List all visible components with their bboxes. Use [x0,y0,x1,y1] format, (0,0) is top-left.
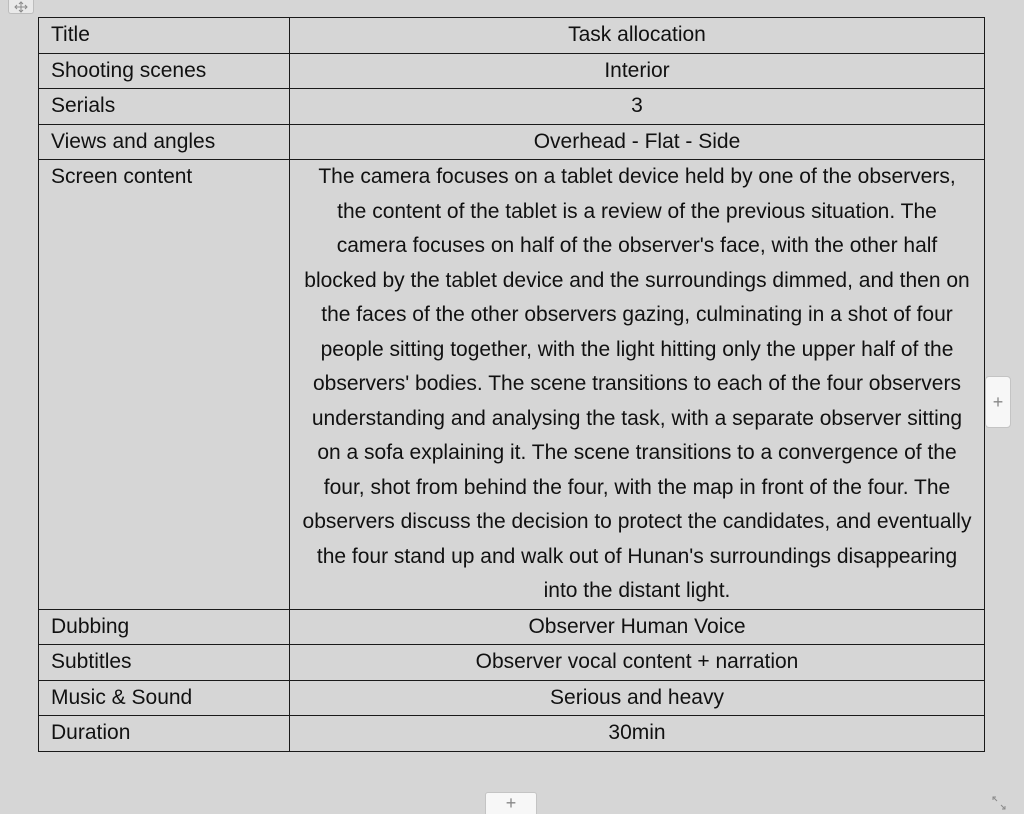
table-row [39,645,985,681]
table-resize-handle[interactable] [988,792,1010,814]
plus-icon: + [505,793,517,813]
row-label-title[interactable]: Title [39,18,290,54]
row-value-title[interactable]: Task allocation [290,18,985,54]
table-row [39,716,985,752]
row-value-dubbing[interactable]: Observer Human Voice [290,609,985,645]
row-value-views-and-angles[interactable]: Overhead - Flat - Side [290,124,985,160]
row-value-serials[interactable]: 3 [290,89,985,125]
row-value-shooting-scenes[interactable]: Interior [290,53,985,89]
row-label-duration[interactable]: Duration [39,716,290,752]
table-row [39,609,985,645]
row-label-dubbing[interactable]: Dubbing [39,609,290,645]
table-row [39,680,985,716]
row-value-music-and-sound[interactable]: Serious and heavy [290,680,985,716]
table-row [39,89,985,125]
row-value-subtitles[interactable]: Observer vocal content + narration [290,645,985,681]
row-label-subtitles[interactable]: Subtitles [39,645,290,681]
add-row-button[interactable] [485,792,537,814]
row-label-shooting-scenes[interactable]: Shooting scenes [39,53,290,89]
row-label-music-and-sound[interactable]: Music & Sound [39,680,290,716]
row-label-serials[interactable]: Serials [39,89,290,125]
table-row [39,18,985,54]
table-row [39,53,985,89]
table-row [39,160,985,610]
row-value-duration[interactable]: 30min [290,716,985,752]
shot-details-table [38,17,985,752]
row-value-screen-content[interactable]: The camera focuses on a tablet device held by one of the observers, the content of the tablet is a review of the previous situation. The camera focuses on half of the observer's face, with the other half blocked by the tablet device and the surroundings dimmed, and then on the faces of the other observers gazing, culminating in a shot of four people sitting together, with the light hitting only the upper half of the observers' bodies. The scene transitions to each of the four observers understanding and analysing the task, with a separate observer sitting on a sofa explaining it. The scene transitions to a convergence of the four, shot from behind the four, with the map in front of the four. The observers discuss the decision to protect the candidates, and eventually the four stand up and walk out of Hunan's surroundings disappearing into the distant light. [290,160,985,610]
table-row [39,124,985,160]
row-label-screen-content[interactable]: Screen content [39,160,290,610]
row-label-views-and-angles[interactable]: Views and angles [39,124,290,160]
resize-diagonal-icon [991,795,1007,811]
plus-icon: + [992,391,1004,412]
table-move-handle[interactable] [8,0,34,14]
add-column-button[interactable] [985,376,1011,428]
move-arrows-icon [12,1,30,13]
